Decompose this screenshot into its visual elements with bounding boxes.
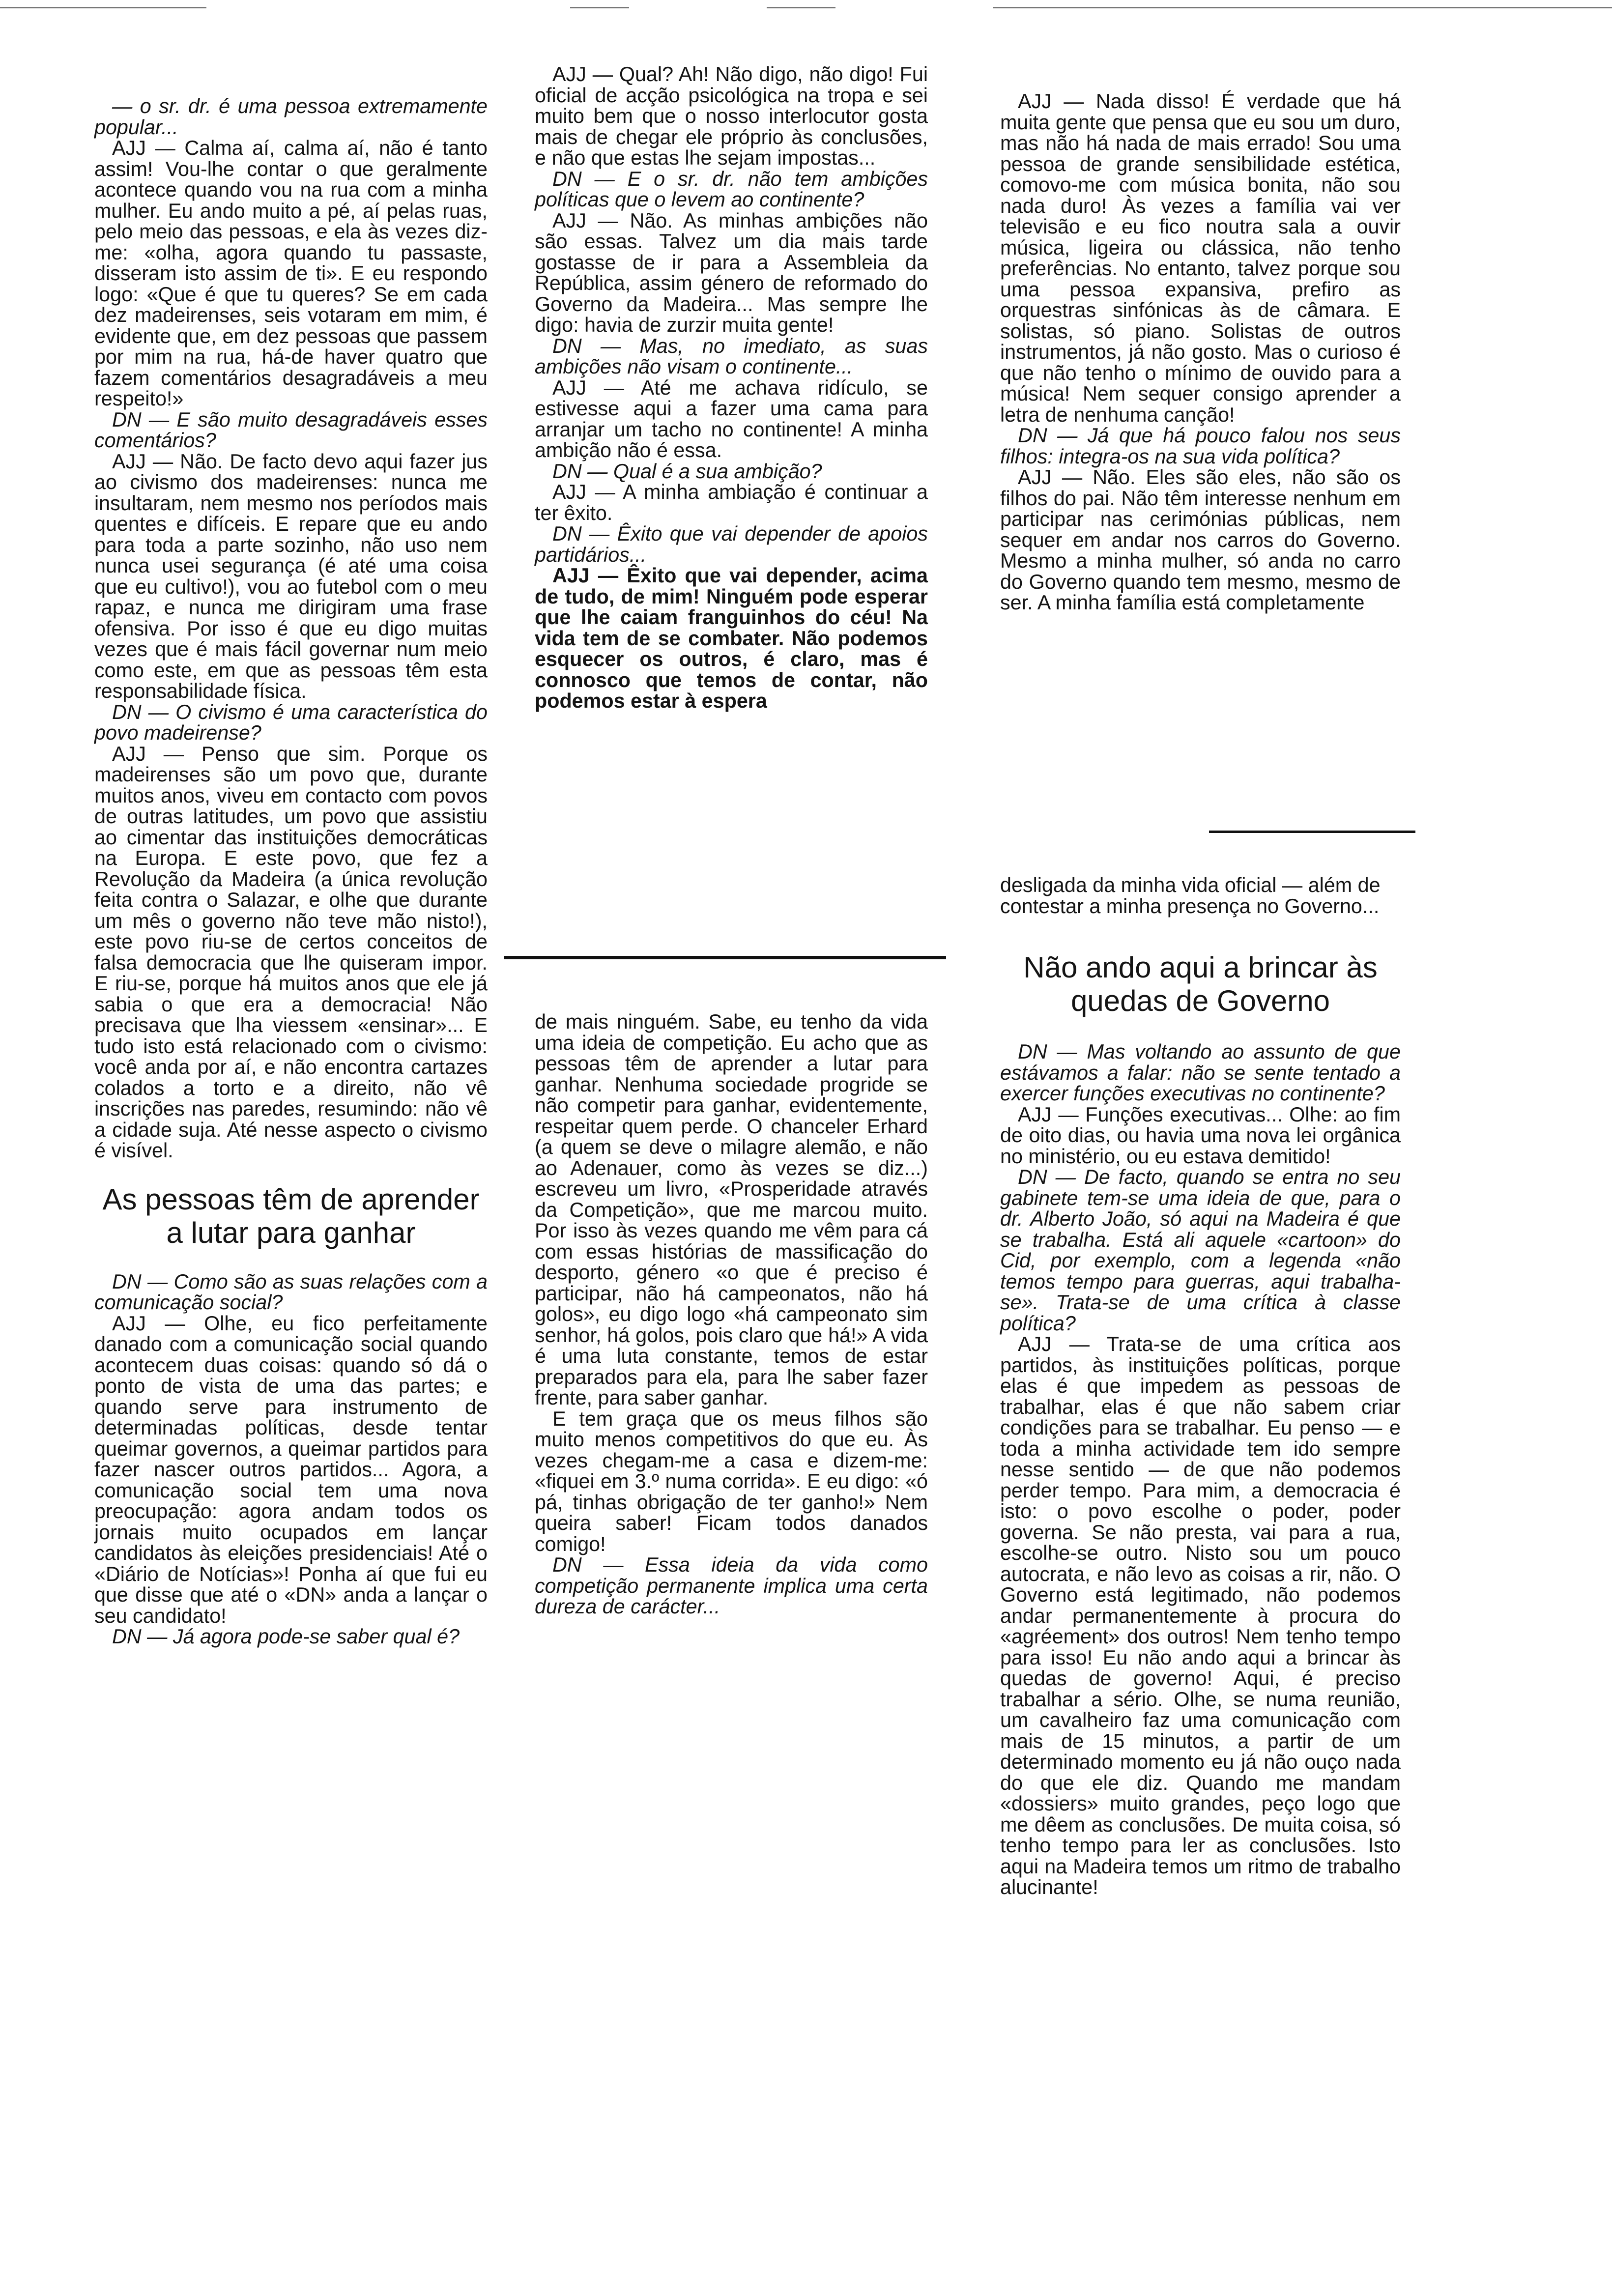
paragraph: AJJ — Não. As minhas ambições não são essas. Talvez um dia mais tarde gostasse de ir para a Assembleia da República, assim género de reformado do Governo da Madeira... Mas sempre lhe digo: havia de zurzir muita gente! [535, 209, 928, 336]
paragraph: DN — Qual é a sua ambição? [552, 459, 822, 483]
paragraph: AJJ — Olhe, eu fico perfeitamente danado com a comunicação social quando acontecem duas coisas: quando só dá o ponto de vista de uma das partes; e quando serve para instrumento de determinadas políticas, desde tentar queimar governos, a queimar partidos para fazer nascer outros partidos... Agora, a comunicação social tem uma nova preocupação: agora andam todos os jornais muito ocupados em lançar candidatos às eleições presidenciais! Até o «Diário de Notícias»! Ponha aí que fui eu que disse que até o «DN» anda a lançar o seu candidato! [94, 1312, 488, 1627]
column-right-top [1000, 91, 1401, 613]
paragraph: DN — Êxito que vai depender de apoios partidários... [535, 522, 928, 566]
paragraph: AJJ — Penso que sim. Porque os madeirenses são um povo que, durante muitos anos, viveu em contacto com povos de outras latitudes, um povo que assistiu ao cimentar das instituições democráticas na Europa. E este povo, que fez a Revolução da Madeira (a única revolução feita contra o Salazar, e olhe que durante um mês o governo não teve mão nisto!), este povo riu-se de certos conceitos de falsa democracia que lhe quiseram impor. E riu-se, porque há muitos anos que ele já sabia o que era a democracia! Não precisava que lha viessem «ensinar»... E tudo isto está relacionado com o civismo: você anda por aí, e não encontra cartazes colados a torto e a direito, não vê inscrições nas paredes, resumindo: não vê a cidade suja. Até nesse aspecto o civismo é visível. [94, 742, 488, 1162]
divider-rule [504, 956, 946, 959]
paragraph: AJJ — A minha ambiação é continuar a ter êxito. [535, 481, 928, 524]
scan-mark [0, 7, 206, 8]
paragraph: DN — Essa ideia da vida como competição permanente implica uma certa dureza de carácter... [535, 1553, 928, 1618]
column-middle-bottom [535, 1011, 928, 1617]
paragraph: AJJ — Funções executivas... Olhe: ao fim de oito dias, ou havia uma nova lei orgânica no ministério, ou eu estava demitido! [1000, 1103, 1401, 1168]
divider-rule [1209, 831, 1415, 833]
paragraph: — o sr. dr. é uma pessoa extremamente popular... [94, 95, 488, 139]
paragraph: AJJ — Até me achava ridículo, se estivesse aqui a fazer uma cama para arranjar um tacho no continente! A minha ambição não é essa. [535, 376, 928, 461]
paragraph: DN — Já agora pode-se saber qual é? [112, 1625, 460, 1648]
paragraph: AJJ — Calma aí, calma aí, não é tanto assim! Vou-lhe contar o que geralmente acontece quando vou na rua com a minha mulher. Eu ando muito a pé, aí pelas ruas, pelo meio das pessoas, e ela às vezes diz-me: «olha, agora quando tu passaste, disseram isto assim de ti». E eu respondo logo: «Que é que tu queres? Se em cada dez madeirenses, seis votaram em mim, é evidente que, em dez pessoas que passem por mim na rua, há-de haver quatro que fazem comentários desagradáveis a meu respeito!» [94, 137, 488, 410]
paragraph: DN — Mas, no imediato, as suas ambições não visam o continente... [535, 334, 928, 378]
paragraph: AJJ — Qual? Ah! Não digo, não digo! Fui oficial de acção psicológica na tropa e sei muito bem que o nosso interlocutor gosta mais de chegar ele próprio às conclusões, e não que estas lhe sejam impostas... [535, 63, 928, 169]
paragraph: AJJ — Não. Eles são eles, não são os filhos do pai. Não têm interesse nenhum em participar nas cerimónias públicas, nem sequer em andar nos carros do Governo. Mesmo a minha mulher, só anda no carro do Governo quando tem mesmo, mesmo de ser. A minha família está completamente [1000, 466, 1401, 614]
paragraph: DN — Como são as suas relações com a comunicação social? [94, 1270, 488, 1314]
paragraph: AJJ — Nada disso! É verdade que há muita gente que pensa que eu sou um duro, mas não há nada de mais errado! Sou uma pessoa de grande sensibilidade estética, comovo-me com música bonita, não sou nada duro! Às vezes a família vai ver televisão e eu fico noutra sala a ouvir música, ligeira ou clássica, não tenho preferências. No entanto, talvez porque sou uma pessoa expansiva, prefiro as orquestras sinfónicas às de câmara. E solistas, só piano. Solistas de outros instrumentos, já não gosto. Mas o curioso é que não tenho o mínimo de ouvido para a música! Nem sequer consigo aprender a letra de nenhuma canção! [1000, 90, 1401, 426]
paragraph: DN — De facto, quando se entra no seu gabinete tem-se uma ideia de que, para o dr. Alberto João, só aqui na Madeira é que se trabalha. Está ali aquele «cartoon» do Cid, por exemplo, com a legenda «não temos tempo para guerras, aqui trabalha-se». Trata-se de uma crítica à classe política? [1000, 1166, 1401, 1335]
paragraph: DN — Já que há pouco falou nos seus filhos: integra-os na sua vida política? [1000, 424, 1401, 468]
scan-mark [993, 7, 1612, 8]
scan-mark [570, 7, 629, 8]
paragraph: de mais ninguém. Sabe, eu tenho da vida uma ideia de competição. Eu acho que as pessoas têm de aprender a lutar para ganhar. Nenhuma sociedade progride se não competir para ganhar, evidentemente, respeitar quem perde. O chanceler Erhard (a quem se deve o milagre alemão, e não ao Adenauer, como às vezes se diz...) escreveu um livro, «Prosperidade através da Competição», que me marcou muito. Por isso às vezes quando me vêm para cá com essas histórias de massificação do desporto, género «o que é preciso é participar, não há campeonatos, não há golos», eu digo logo «há campeonato sim senhor, há golos, pois claro que há!» A vida é uma luta constante, temos de estar preparados para ela, para lhe saber fazer frente, para saber ganhar. [535, 1010, 928, 1409]
section-heading: Não ando aqui a brincar às quedas de Governo [1023, 951, 1378, 1017]
paragraph: AJJ — Não. De facto devo aqui fazer jus ao civismo dos madeirenses: nunca me insultaram, nem mesmo nos períodos mais quentes e difíceis. E repare que eu ando para toda a parte sozinho, não uso nem nunca usei segurança (é até uma coisa que eu cultivo!), vou ao futebol com o meu rapaz, e nunca me dirigiram uma frase ofensiva. Por isso é que eu digo muitas vezes que é mais fácil governar num meio como este, em que as pessoas têm esta responsabilidade física. [94, 450, 488, 702]
paragraph: AJJ — Êxito que vai depender, acima de tudo, de mim! Ninguém pode esperar que lhe caiam franguinhos do céu! Na vida tem de se combater. Não podemos esquecer os outros, é claro, mas é connosco que temos de contar, não podemos estar à espera [535, 564, 928, 712]
column-middle-top [535, 64, 928, 712]
paragraph: DN — E são muito desagradáveis esses comentários? [94, 408, 488, 452]
column-right-bottom [1000, 875, 1401, 1898]
scan-mark [767, 7, 835, 8]
paragraph: DN — O civismo é uma característica do povo madeirense? [94, 700, 488, 744]
section-heading: As pessoas têm de aprender a lutar para ganhar [102, 1182, 480, 1249]
paragraph: AJJ — Trata-se de uma crítica aos partidos, às instituições políticas, porque elas é que impedem as pessoas de trabalhar, elas é que não sabem criar condições para se trabalhar. Eu penso — e toda a minha actividade tem ido sempre nesse sentido — de que não podemos perder tempo. Para mim, a democracia é isto: o povo escolhe o poder, poder governa. Se não presta, vai para a rua, escolhe-se outro. Nisto sou um pouco autocrata, e não levo as coisas a rir, não. O Governo está legitimado, não podemos andar permanentemente à procura do «agréement» dos outros! Nem tenho tempo para isso! Eu não ando aqui a brincar às quedas de governo! Aqui, é preciso trabalhar a sério. Olhe, se numa reunião, um cavalheiro faz uma comunicação com mais de 15 minutos, a partir de um determinado momento eu já não ouço nada do que ele diz. Quando me mandam «dossiers» muito grandes, peço logo que me dêem as conclusões. De muita coisa, só tenho tempo para ler as conclusões. Isto aqui na Madeira temos um ritmo de trabalho alucinante! [1000, 1333, 1401, 1898]
paragraph: E tem graça que os meus filhos são muito menos competitivos do que eu. Às vezes chegam-me a casa e dizem-me: «fiquei em 3.º numa corrida». E eu digo: «ó pá, tinhas obrigação de ter ganho!» Nem queira saber! Ficam todos danados comigo! [535, 1407, 928, 1555]
paragraph: DN — Mas voltando ao assunto de que estávamos a falar: não se sente tentado a exercer funções executivas no continente? [1000, 1040, 1401, 1105]
paragraph: desligada da minha vida oficial — além de contestar a minha presença no Governo... [1000, 874, 1381, 918]
column-left [94, 96, 488, 1647]
paragraph: DN — E o sr. dr. não tem ambições políticas que o levem ao continente? [535, 167, 928, 211]
